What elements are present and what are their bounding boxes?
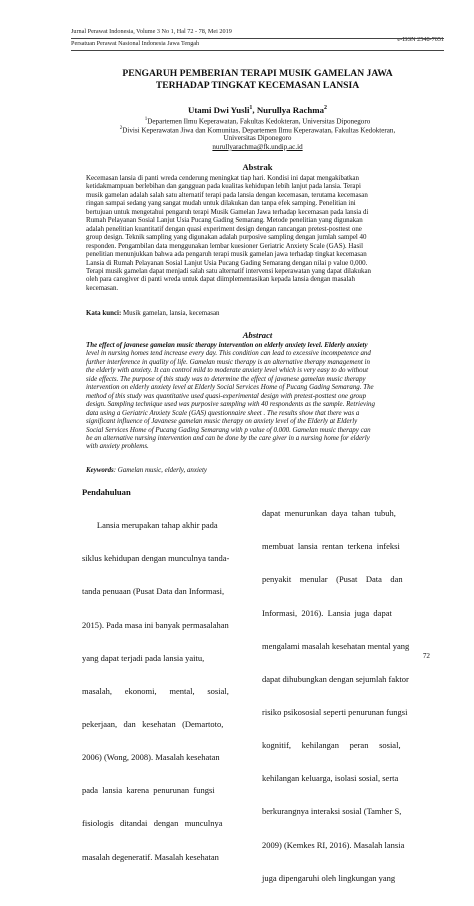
abstract-heading: Abstract <box>242 330 273 340</box>
body-line: siklus kehidupan dengan munculnya tanda- <box>82 553 230 564</box>
abstrak-line: musik gamelan adalah salah satu alternatif terapi pada lansia dengan kecemasan, terutama kecemasan <box>86 190 368 199</box>
abstrak-line: responden. Pengambilan data menggunakan lembar kuesioner Geriatric Anxiety Scale (GAS). Hasil <box>86 241 364 250</box>
affiliation-2-marker: 2 <box>119 126 123 131</box>
body-left-column <box>82 498 250 885</box>
affiliation-2-text: Divisi Keperawatan Jiwa dan Komunitas, Departemen Ilmu Keperawatan, Fakultas Kedokteran, <box>122 126 396 135</box>
abstrak-line: oleh para caregiver di panti wreda untuk dapat diimplementasikan kepada lansia dengan masalah <box>86 275 355 284</box>
abstrak-heading: Abstrak <box>242 162 273 172</box>
header-bottom-rule <box>71 50 444 51</box>
abstract-line: with anxiety problems. <box>86 442 149 451</box>
body-line: 2009) (Kemkes RI, 2016). Masalah lansia <box>262 839 405 850</box>
author-list <box>71 103 444 116</box>
abstrak-line: penelitian menunjukkan bahwa ada pengaruh terapi musik gamelan jawa terhadap tingkat kecemasan <box>86 250 367 259</box>
abstrak-line: ketidakmampuan berlebihan dan gangguan pada kualitas kehidupan lebih lanjut pada lansia. Terapi <box>86 182 361 191</box>
abstract-line: side effects. The purpose of this study was to determine the effect of javanese gamelan music therapy <box>86 374 366 383</box>
body-line: masalah degeneratif. Masalah kesehatan <box>82 851 219 862</box>
body-line: Informasi, 2016). Lansia juga dapat <box>262 607 392 618</box>
abstract-keywords-label: Keywords <box>86 466 114 474</box>
abstrak-line: Rumah Pelayanan Sosial Lanjut Usia Pucang Gading Semarang. Metode penelitian yang digunakan <box>86 216 363 225</box>
body-line: kehilangan keluarga, isolasi sosial, serta <box>262 773 399 784</box>
abstract-line: design. Sampling technique used was purposive sampling with 40 respondents as the sample. Retrieving <box>86 400 375 409</box>
abstract-line: data using a Geriatric Anxiety Scale (GAS) questionnaire sheet . The results show that there was a <box>86 408 360 417</box>
body-line: masalah, ekonomi, mental, sosial, <box>82 685 229 696</box>
abstrak-line: bertujuan untuk mengetahui pengaruh terapi Musik Gamelan Jawa terhadap kecemasan pada lansia di <box>86 207 369 216</box>
body-line: 2015). Pada masa ini banyak permasalahan <box>82 619 229 630</box>
abstract-line: intervention on elderly anxiety level at Elderly Social Services Home of Pucang Gading Semarang. The <box>86 383 374 392</box>
abstract-body <box>86 341 431 451</box>
abstract-line: Social Services Home of Pucang Gading Semarang with p value of 0.000. Gamelan music therapy can <box>86 425 371 434</box>
body-line: membuat lansia rentan terkena infeksi <box>262 541 400 552</box>
body-right-column <box>262 486 436 906</box>
page-number: 72 <box>422 652 430 660</box>
author-1: Utami Dwi Yusli <box>187 104 250 115</box>
corresponding-email[interactable] <box>90 143 425 152</box>
issn-label: e-ISSN 2548-7051 <box>397 36 444 43</box>
article-title-line-1: PENGARUH PEMBERIAN TERAPI MUSIK GAMELAN JAWA <box>122 68 393 79</box>
section-heading-pendahuluan: Pendahuluan <box>82 487 131 497</box>
affiliation-2-continued: Universitas Diponegoro <box>223 134 292 142</box>
body-line: kognitif, kehilangan peran sosial, <box>262 740 401 751</box>
body-line: risiko psikososial seperti penurunan fungsi <box>262 706 408 717</box>
abstrak-line: Kecemasan lansia di panti wreda cenderung meningkat tiap hari. Kondisi ini dapat mengakibatkan <box>86 174 359 182</box>
body-line: yang dapat terjadi pada lansia yaitu, <box>82 652 205 663</box>
body-line: Lansia merupakan tahap akhir pada <box>82 520 218 531</box>
email-link[interactable]: nurullyarachma@fk.undip.ac.id <box>212 143 303 151</box>
body-line: dapat menurunkan daya tahan tubuh, <box>262 508 396 519</box>
abstract-line: The effect of javanese gamelan music therapy intervention on elderly anxiety level. Elderly anxiety <box>86 341 368 349</box>
abstract-keywords <box>86 466 431 474</box>
abstrak-keywords-text: Musik gamelan, lansia, kecemasan <box>121 309 220 317</box>
abstract-line: further interference in quality of life. Gamelan music therapy is an alternative therapy management in <box>86 357 370 366</box>
header-top-rule <box>71 38 444 39</box>
author-2-marker: 2 <box>324 105 328 111</box>
body-line: juga dipengaruhi oleh lingkungan yang <box>262 872 396 883</box>
abstrak-line: kecemasan. <box>86 283 119 292</box>
article-title-line-2: TERHADAP TINGKAT KECEMASAN LANSIA <box>155 80 360 91</box>
body-line: dapat dihubungkan dengan sejumlah faktor <box>262 673 409 684</box>
abstract-line: the elderly with anxiety. It can control mild to moderate anxiety level which is very easy to do without <box>86 366 368 375</box>
abstrak-line: ringan sampai sedang yang sangat mudah untuk dilakukan dan tanpa efek samping. Penelitian ini <box>86 199 356 208</box>
body-line: fisiologis ditandai dengan munculnya <box>82 818 223 829</box>
affiliation-1-text: Departemen Ilmu Keperawatan, Fakultas Kedokteran, Universitas Diponegoro <box>147 117 371 126</box>
body-line: pada lansia karena penurunan fungsi <box>82 785 215 796</box>
abstrak-keywords-label: Kata kunci: <box>86 309 122 317</box>
body-line: pekerjaan, dan kesehatan (Demartoto, <box>82 718 224 729</box>
abstrak-keywords <box>86 309 431 317</box>
abstrak-line: group design. Teknik sampling yang digunakan adalah purposive sampling dengan jumlah sampel 40 <box>86 233 367 242</box>
abstrak-body <box>86 174 431 292</box>
abstrak-line: adalah penelitian kuantitatif dengan quasi experiment design dengan rancangan pretest-posttest one <box>86 224 362 233</box>
body-line: tanda penuaan (Pusat Data dan Informasi, <box>82 586 225 597</box>
abstrak-line: Terapi musik gamelan dapat menjadi salah satu alternatif intervensi keperawatan yang dapat dilakukan <box>86 266 371 275</box>
author-1-marker: 1 <box>249 105 253 111</box>
body-line: 2006) (Wong, 2008). Masalah kesehatan <box>82 752 220 763</box>
body-line: penyakit menular (Pusat Data dan <box>262 574 403 585</box>
abstrak-line: Lansia di Rumah Pelayanan Sosial Lanjut Usia Pucang Gading Semarang dengan nilai p value 0,000. <box>86 258 368 267</box>
abstract-line: be an alternative nursing intervention and can be done by the care giver in a nursing home for elderly <box>86 433 370 442</box>
affiliation-1-marker: 1 <box>144 117 148 122</box>
body-line: mengalami masalah kesehatan mental yang <box>262 640 410 651</box>
abstract-line: method of this study was quantitative used quasi-experimental design with pretest-posttest one group <box>86 391 367 400</box>
author-separator: , <box>252 104 257 115</box>
body-line: berkurangnya interaksi sosial (Tamher S, <box>262 806 402 817</box>
abstract-line: level in nursing homes tend increase every day. This condition can lead to excessive incompetence and <box>86 349 371 358</box>
publisher-info: Persatuan Perawat Nasional Indonesia Jawa Tengah <box>71 40 200 47</box>
abstract-keywords-text: : Gamelan music, elderly, anxiety <box>113 466 207 474</box>
abstract-line: significant influence of Javanese gamelan music therapy on anxiety level of the Elderly at Elderly <box>86 417 358 426</box>
journal-info: Jurnal Perawat Indonesia, Volume 3 No 1, Hal 72 - 78, Mei 2019 <box>71 28 232 35</box>
author-2: Nurullya Rachma <box>256 104 325 115</box>
